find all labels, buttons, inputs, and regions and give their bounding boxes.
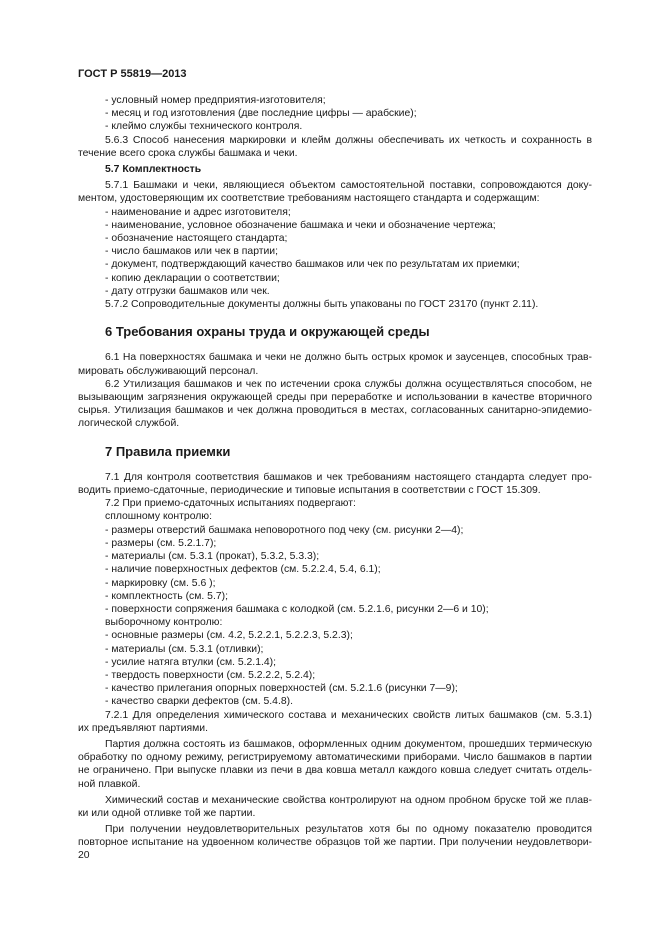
list-item: - наименование и адрес изготовителя; <box>105 206 291 218</box>
text-line: 5.6.3 Способ нанесения маркировки и клейм должны обеспечивать их четкость и сохранность в <box>105 134 592 146</box>
subsection-heading: 5.7 Комплектность <box>105 164 202 176</box>
text-line: Партия должна состоять из башмаков, оформленных одним документом, прошедших термическую <box>105 738 592 750</box>
text-line: выборочному контролю: <box>105 617 223 629</box>
text-line: 5.7.2 Сопроводительные документы должны быть упакованы по ГОСТ 23170 (пункт 2.11). <box>105 299 539 311</box>
text-line: обработку по одному режиму, регистрируемому автоматическими приборами. Число башмаков в партии <box>78 752 592 764</box>
text-line: 7.2.1 Для определения химического состава и механических свойств литых башмаков (см. 5.3.1) <box>105 709 592 721</box>
text-line: повторное испытание на удвоенном количестве образцов той же партии. При получении неудовлетвори- <box>78 837 592 849</box>
list-item: - поверхности сопряжения башмака с колодкой (см. 5.2.1.6, рисунки 2—6 и 10); <box>105 603 489 615</box>
list-item: - клеймо службы технического контроля. <box>105 121 303 133</box>
text-line: 7.2 При приемо-сдаточных испытаниях подвергают: <box>105 498 356 510</box>
text-line: течение всего срока службы башмака и чеки. <box>78 147 298 159</box>
text-line: ментом, удостоверяющим их соответствие требованиям настоящего стандарта и содержащим: <box>78 193 540 205</box>
text-line: ки или одной отливке той же партии. <box>78 807 256 819</box>
list-item: - качество прилегания опорных поверхностей (см. 5.2.1.6 (рисунки 7—9); <box>105 683 458 695</box>
list-item: - наличие поверхностных дефектов (см. 5.2.2.4, 5.4, 6.1); <box>105 564 381 576</box>
text-line: вызывающим загрязнения окружающей среды при переработке и использовании в качестве вторичного <box>78 392 592 404</box>
list-item: - размеры (см. 5.2.1.7); <box>105 537 217 549</box>
page-number: 20 <box>78 850 90 861</box>
text-line: их предъявляют партиями. <box>78 722 208 734</box>
document-header: ГОСТ Р 55819—2013 <box>78 68 187 80</box>
text-line: не ограничено. При выпуске плавки из печи в два ковша металл каждого ковша следует считать отдель- <box>78 765 592 777</box>
text-line: водить приемо-сдаточные, периодические и типовые испытания в соответствии с ГОСТ 15.309. <box>78 485 541 497</box>
list-item: - комплектность (см. 5.7); <box>105 590 228 602</box>
list-item: - копию декларации о соответствии; <box>105 272 280 284</box>
list-item: - основные размеры (см. 4.2, 5.2.2.1, 5.2.2.3, 5.2.3); <box>105 630 353 642</box>
list-item: - обозначение настоящего стандарта; <box>105 233 288 245</box>
list-item: - материалы (см. 5.3.1 (прокат), 5.3.2, 5.3.3); <box>105 551 320 563</box>
text-line: сырья. Утилизация башмаков и чек должна проводиться в местах, согласованных санитарно-эпидемио- <box>78 405 592 417</box>
document-body <box>78 94 592 850</box>
text-line: Химический состав и механические свойства контролируют на одном пробном бруске той же плав- <box>105 794 592 806</box>
list-item: - твердость поверхности (см. 5.2.2.2, 5.2.4); <box>105 669 316 681</box>
text-line: логической службой. <box>78 418 180 430</box>
list-item: - маркировку (см. 5.6 ); <box>105 577 216 589</box>
list-item: - наименование, условное обозначение башмака и чеки и обозначение чертежа; <box>105 219 496 231</box>
list-item: - качество сварки дефектов (см. 5.4.8). <box>105 696 293 708</box>
text-line: мировать обслуживающий персонал. <box>78 365 259 377</box>
section-heading: 7 Правила приемки <box>105 443 231 459</box>
list-item: - материалы (см. 5.3.1 (отливки); <box>105 643 264 655</box>
section-heading: 6 Требования охраны труда и окружающей среды <box>105 324 430 340</box>
text-line: 7.1 Для контроля соответствия башмаков и чек требованиям настоящего стандарта следует про- <box>105 471 592 483</box>
list-item: - документ, подтверждающий качество башмаков или чек по результатам их приемки; <box>105 259 520 271</box>
text-line: 5.7.1 Башмаки и чеки, являющиеся объектом самостоятельной поставки, сопровождаются доку- <box>105 180 592 192</box>
text-line: ной плавкой. <box>78 778 141 790</box>
text-line: сплошному контролю: <box>105 511 212 523</box>
list-item: - месяц и год изготовления (две последние цифры — арабские); <box>105 108 417 120</box>
text-line: При получении неудовлетворительных результатов хотя бы по одному показателю проводится <box>105 824 592 836</box>
list-item: - число башмаков или чек в партии; <box>105 246 279 258</box>
list-item: - усилие натяга втулки (см. 5.2.1.4); <box>105 656 276 668</box>
list-item: - дату отгрузки башмаков или чек. <box>105 285 270 297</box>
list-item: - условный номер предприятия-изготовителя; <box>105 95 326 106</box>
text-line: 6.2 Утилизация башмаков и чек по истечении срока службы должна осуществляться способом, не <box>105 378 592 390</box>
text-line: 6.1 На поверхностях башмака и чеки не должно быть острых кромок и заусенцев, способных трав- <box>105 352 592 364</box>
list-item: - размеры отверстий башмака неповоротного под чеку (см. рисунки 2—4); <box>105 524 464 536</box>
